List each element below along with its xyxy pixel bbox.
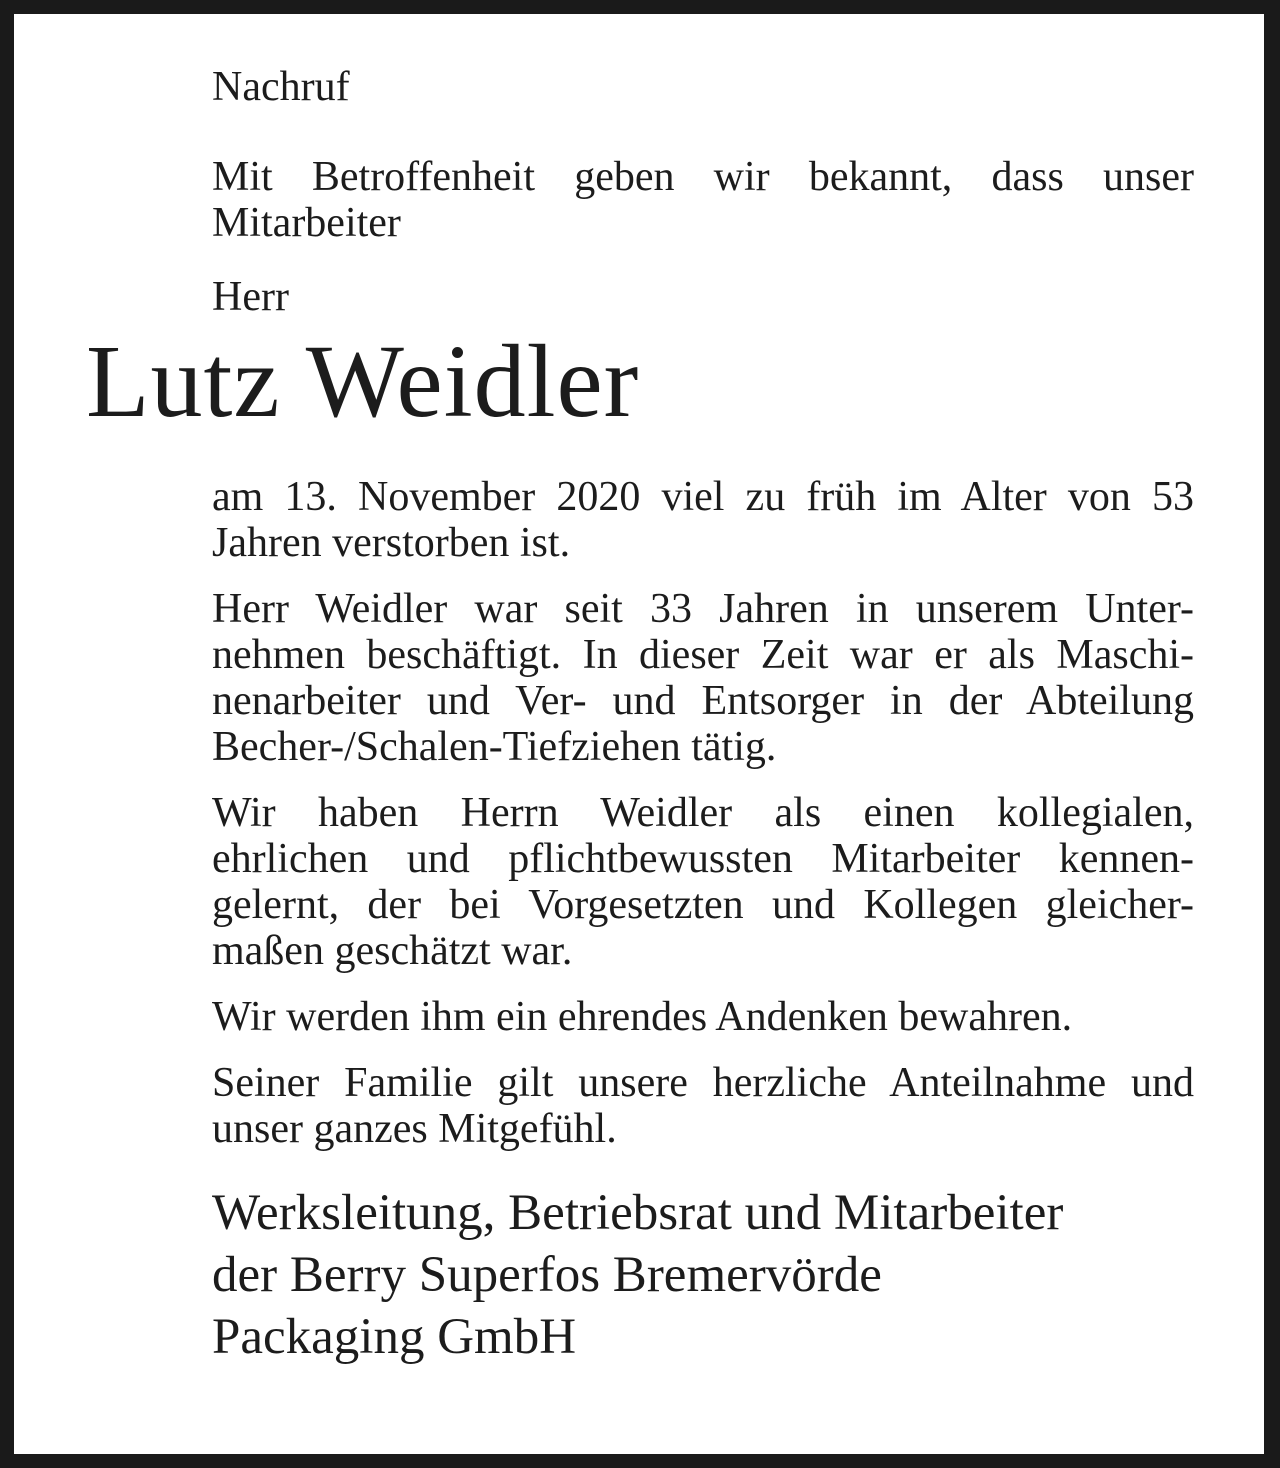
career-line-2: nehmen beschäftigt. In dieser Zeit war er als Maschi- [212,632,1194,678]
career-line-4: Becher-/Schalen-Tiefziehen tätig. [212,724,777,770]
intro-line-1: Mit Betroffenheit geben wir bekannt, dass unser [212,154,1194,200]
memory-paragraph [212,994,1194,1040]
salutation: Herr [212,274,289,320]
obituary-heading: Nachruf [212,64,350,110]
death-line-1: am 13. November 2020 viel zu früh im Alter von 53 [212,474,1194,520]
tribute-line-3: gelernt, der bei Vorgesetzten und Kollegen gleicher- [212,882,1194,928]
signature-line-3: Packaging GmbH [212,1309,577,1365]
career-line-1: Herr Weidler war seit 33 Jahren in unserem Unter- [212,586,1194,632]
career-paragraph [212,586,1194,770]
condolence-line-2: unser ganzes Mitgefühl. [212,1106,617,1152]
death-line-2: Jahren verstorben ist. [212,520,571,566]
death-paragraph [212,474,1194,566]
career-line-3: nenarbeiter und Ver- und Entsorger in der Abteilung [212,678,1194,724]
deceased-name: Lutz Weidler [86,324,640,439]
tribute-line-1: Wir haben Herrn Weidler als einen kollegialen, [212,790,1194,836]
intro-line-2: Mitarbeiter [212,200,401,246]
condolence-line-1: Seiner Familie gilt unsere herzliche Anteilnahme und [212,1060,1194,1106]
tribute-paragraph [212,790,1194,974]
memory-line: Wir werden ihm ein ehrendes Andenken bewahren. [212,994,1073,1040]
obituary-body [212,474,1194,1368]
tribute-line-2: ehrlichen und pflichtbewussten Mitarbeiter kennen- [212,836,1194,882]
tribute-line-4: maßen geschätzt war. [212,928,573,974]
signature-line-2: der Berry Superfos Bremervörde [212,1247,882,1303]
signature-line-1: Werksleitung, Betriebsrat und Mitarbeiter [212,1185,1064,1241]
condolence-paragraph [212,1060,1194,1152]
obituary-header [212,64,1194,320]
signature-block [212,1182,1194,1368]
